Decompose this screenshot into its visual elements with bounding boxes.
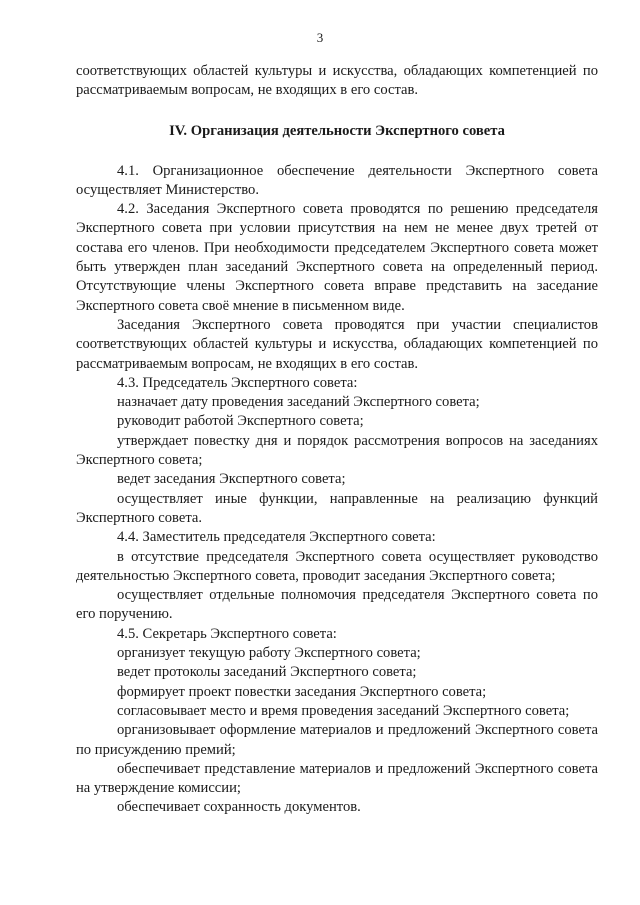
paragraph-4-3-item: утверждает повестку дня и порядок рассмотрения вопросов на заседаниях Экспертного совета; [76, 432, 598, 469]
paragraph-4-4-heading: 4.4. Заместитель председателя Экспертного совета: [117, 529, 436, 546]
paragraph-4-5-item: организовывает оформление материалов и предложений Экспертного совета по присуждению премий; [76, 722, 598, 758]
paragraph-4-2: 4.2. Заседания Экспертного совета проводятся по решению председателя Экспертного совета при условии присутствия на нем не менее двух третей от состава его членов. При необходимости председателем Экспертного совета может быть утвержден план заседаний Экспертного совета на определенный период. Отсутствующие члены Экспертного совета вправе представить на заседание Экспертного совета своё мнение в письменном виде. [76, 201, 598, 314]
paragraph-4-5-item: согласовывает место и время проведения заседаний Экспертного совета; [117, 702, 570, 719]
section-heading: IV. Организация деятельности Экспертного совета [169, 122, 505, 139]
paragraph-4-4-item: в отсутствие председателя Экспертного совета осуществляет руководство деятельностью Экспертного совета, проводит заседания Экспертного совета; [76, 548, 598, 584]
paragraph-4-5-item: формирует проект повестки заседания Экспертного совета; [117, 683, 487, 700]
paragraph-4-1: 4.1. Организационное обеспечение деятельности Экспертного совета осуществляет Министерство. [76, 162, 598, 198]
paragraph-4-5-heading: 4.5. Секретарь Экспертного совета: [117, 625, 337, 642]
paragraph-4-5-item: обеспечивает представление материалов и предложений Экспертного совета на утверждение комиссии; [76, 760, 598, 797]
paragraph-4-3-item: ведет заседания Экспертного совета; [117, 471, 346, 488]
paragraph-4-5-item: организует текущую работу Экспертного совета; [117, 645, 421, 662]
document-body [76, 62, 598, 818]
page-number: 3 [316, 30, 324, 45]
paragraph-4-2-specialists: Заседания Экспертного совета проводятся при участии специалистов соответствующих областей культуры и искусства, обладающих компетенцией по рассматриваемым вопросам, не входящих в его состав. [76, 316, 598, 372]
lead-paragraph: соответствующих областей культуры и искусства, обладающих компетенцией по рассматриваемым вопросам, не входящих в его состав. [76, 63, 598, 99]
paragraph-4-3-item: руководит работой Экспертного совета; [117, 413, 364, 430]
paragraph-4-3-heading: 4.3. Председатель Экспертного совета: [117, 374, 358, 391]
paragraph-4-5-item: ведет протоколы заседаний Экспертного совета; [117, 664, 417, 681]
paragraph-4-3-item: назначает дату проведения заседаний Экспертного совета; [117, 394, 480, 411]
paragraph-4-5-item: обеспечивает сохранность документов. [117, 799, 361, 816]
paragraph-4-3-item: осуществляет иные функции, направленные на реализацию функций Экспертного совета. [76, 490, 598, 526]
paragraph-4-4-item: осуществляет отдельные полномочия председателя Экспертного совета по его поручению. [76, 587, 598, 623]
